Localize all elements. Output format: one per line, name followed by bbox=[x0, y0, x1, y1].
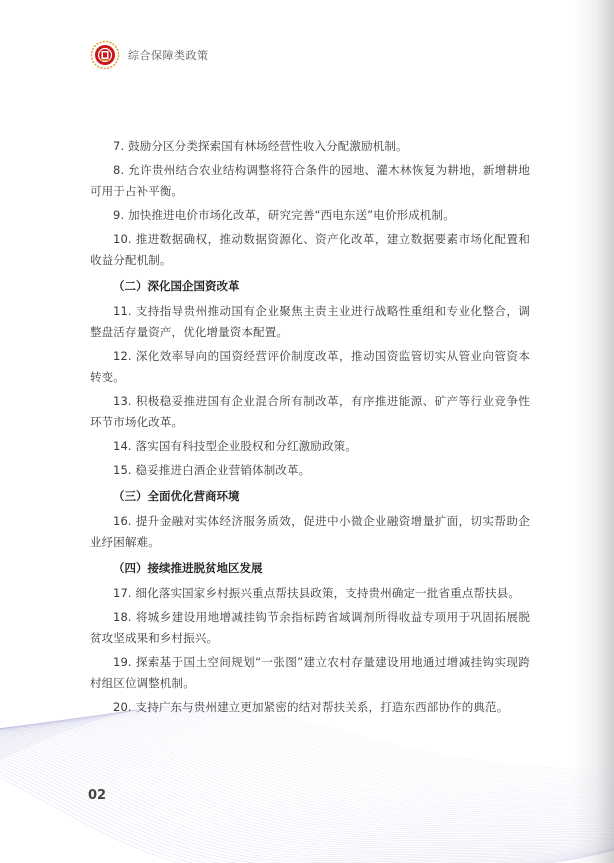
wave-line bbox=[0, 769, 614, 863]
wave-line bbox=[0, 729, 614, 833]
policy-item: 14. 落实国有科技型企业股权和分红激励政策。 bbox=[113, 439, 357, 453]
wave-line bbox=[0, 763, 614, 863]
page-header bbox=[90, 40, 209, 70]
wave-line bbox=[0, 715, 614, 798]
wave-line bbox=[0, 710, 614, 785]
wave-line bbox=[0, 731, 614, 838]
policy-item: 7. 鼓励分区分类探索国有林场经营性收入分配激励机制。 bbox=[113, 139, 408, 153]
page-number: 02 bbox=[88, 788, 107, 803]
wave-line bbox=[0, 713, 614, 793]
policy-item: 8. 允许贵州结合农业结构调整将符合条件的园地、灌木林恢复为耕地，新增耕地可用于占补平衡。 bbox=[90, 163, 530, 198]
wave-line bbox=[0, 724, 614, 822]
section-heading: （二）深化国企国资改革 bbox=[113, 279, 240, 293]
page-edge-shadow bbox=[572, 0, 614, 863]
policy-item: 17. 细化落实国家乡村振兴重点帮扶县政策，支持贵州确定一批省重点帮扶县。 bbox=[113, 586, 520, 600]
policy-item: 11. 支持指导贵州推动国有企业聚焦主责主业进行战略性重组和专业化整合，调整盘活存量资产，优化增量资本配置。 bbox=[90, 304, 530, 339]
wave-line bbox=[0, 724, 614, 821]
wave-line bbox=[0, 711, 614, 787]
header-title: 综合保障类政策 bbox=[128, 49, 209, 62]
policy-item: 13. 积极稳妥推进国有企业混合所有制改革，有序推进能源、矿产等行业竞争性环节市场化改革。 bbox=[90, 394, 530, 429]
wave-line bbox=[0, 757, 614, 863]
wave-line bbox=[0, 750, 614, 861]
policy-item: 20. 支持广东与贵州建立更加紧密的结对帮扶关系，打造东西部协作的典范。 bbox=[113, 700, 509, 714]
wave-line bbox=[0, 722, 614, 817]
policy-item: 18. 将城乡建设用地增减挂钩节余指标跨省域调剂所得收益专项用于巩固拓展脱贫攻坚成果和乡村振兴。 bbox=[90, 610, 530, 645]
wave-line bbox=[0, 723, 614, 819]
policy-item: 15. 稳妥推进白酒企业营销体制改革。 bbox=[113, 463, 311, 477]
wave-line bbox=[0, 714, 614, 796]
wave-line bbox=[0, 732, 614, 841]
wave-line bbox=[0, 725, 614, 824]
policy-item: 19. 探索基于国土空间规划“一张图”建立农村存量建设用地通过增减挂钩实现跨村组区位调整机制。 bbox=[90, 655, 530, 690]
wave-line bbox=[0, 727, 614, 829]
emblem-logo-icon bbox=[90, 40, 120, 70]
wave-line bbox=[0, 726, 614, 826]
policy-item: 9. 加快推进电价市场化改革，研究完善“西电东送”电价形成机制。 bbox=[113, 208, 455, 222]
wave-line bbox=[0, 730, 614, 836]
wave-line bbox=[0, 712, 614, 790]
wave-line bbox=[0, 728, 614, 831]
wave-line bbox=[0, 728, 614, 832]
section-heading: （四）接续推进脱贫地区发展 bbox=[113, 561, 263, 575]
wave-line bbox=[0, 773, 614, 863]
wave-line bbox=[0, 760, 614, 863]
policy-item: 12. 深化效率导向的国资经营评价制度改革，推动国资监管切实从管业向管资本转变。 bbox=[90, 349, 530, 384]
section-heading: （三）全面优化营商环境 bbox=[113, 489, 240, 503]
wave-line bbox=[0, 711, 614, 788]
wave-line bbox=[0, 747, 614, 859]
wave-line bbox=[0, 752, 614, 863]
policy-item: 16. 提升金融对实体经济服务质效，促进中小微企业融资增量扩面，切实帮助企业纾困解难。 bbox=[90, 514, 530, 549]
document-body bbox=[90, 136, 530, 721]
wave-line bbox=[0, 732, 614, 840]
policy-item: 10. 推进数据确权，推动数据资源化、资产化改革，建立数据要素市场化配置和收益分配机制。 bbox=[90, 232, 530, 267]
wave-line bbox=[0, 754, 614, 863]
wave-line bbox=[0, 714, 614, 795]
wave-line bbox=[0, 766, 614, 863]
wave-line bbox=[0, 730, 614, 835]
wave-line bbox=[0, 726, 614, 827]
